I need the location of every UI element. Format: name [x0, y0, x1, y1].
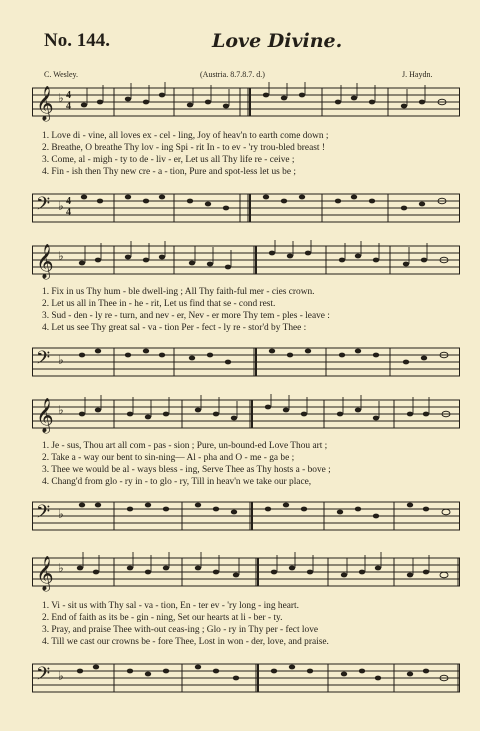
hymn-number: No. 144.	[44, 30, 110, 51]
verse-line-4: 4. Let us see Thy great sal - va - tion Per - fect - ly re - stor'd by Thee :	[42, 323, 307, 333]
treble-staff	[32, 240, 460, 286]
arranger-credit: J. Haydn.	[402, 70, 433, 79]
svg-text:4: 4	[66, 207, 71, 218]
svg-text:4: 4	[66, 196, 71, 207]
music-system-4	[32, 550, 460, 710]
verse-line-1: 1. Vi - sit us with Thy sal - va - tion, En - ter ev - 'ry long - ing heart.	[42, 601, 299, 611]
verse-line-1: 1. Je - sus, Thou art all com - pas - sion ; Pure, un-bound-ed Love Thou art ;	[42, 441, 328, 451]
verse-line-3: 3. Sud - den - ly re - turn, and nev - er, Nev - er more Thy tem - ples - leave :	[42, 311, 330, 321]
music-system-1	[32, 82, 460, 234]
bass-staff	[32, 656, 460, 700]
hymn-credits	[0, 70, 480, 82]
svg-text:𝄢: 𝄢	[36, 347, 51, 372]
svg-text:𝄢: 𝄢	[36, 501, 51, 526]
verse-line-2: 2. Breathe, O breathe Thy lov - ing Spi - rit In - to ev - 'ry trou-bled breast !	[42, 143, 325, 153]
verse-line-4: 4. Fin - ish then Thy new cre - a - tion, Pure and spot-less let us be ;	[42, 167, 296, 177]
verse-line-3: 3. Thee we would be al - ways bless - ing, Serve Thee as Thy hosts a - bove ;	[42, 465, 331, 475]
svg-text:4: 4	[66, 101, 71, 112]
svg-text:𝄞: 𝄞	[36, 557, 54, 590]
verse-line-3: 3. Come, al - migh - ty to de - liv - er, Let us all Thy life re - ceive ;	[42, 155, 295, 165]
svg-text:𝄢: 𝄢	[36, 663, 51, 688]
svg-text:♭: ♭	[58, 353, 64, 367]
treble-staff	[32, 82, 460, 130]
bass-staff	[32, 186, 460, 228]
verse-line-2: 2. End of faith as its be - gin - ning, Set our hearts at li - ber - ty.	[42, 613, 283, 623]
bass-staff	[32, 340, 460, 382]
svg-text:♭: ♭	[58, 199, 64, 213]
music-system-2	[32, 240, 460, 390]
hymn-header	[0, 30, 480, 54]
svg-text:𝄢: 𝄢	[36, 193, 51, 218]
svg-text:♭: ♭	[58, 91, 64, 105]
verse-line-1: 1. Fix in us Thy hum - ble dwell-ing ; All Thy faith-ful mer - cies crown.	[42, 287, 315, 297]
verse-line-2: 2. Let us all in Thee in - he - rit, Let us find that se - cond rest.	[42, 299, 276, 309]
verse-line-1: 1. Love di - vine, all loves ex - cel - ling, Joy of heav'n to earth come down ;	[42, 131, 329, 141]
verse-block	[42, 132, 460, 180]
music-system-3	[32, 394, 460, 544]
svg-text:𝄞: 𝄞	[36, 87, 54, 120]
treble-staff	[32, 550, 460, 600]
svg-text:𝄞: 𝄞	[36, 399, 54, 432]
svg-text:♭: ♭	[58, 507, 64, 521]
treble-staff	[32, 394, 460, 440]
verse-block	[42, 288, 460, 336]
verse-line-3: 3. Pray, and praise Thee with-out ceas-ing ; Glo - ry in Thy per - fect love	[42, 625, 319, 635]
svg-text:♭: ♭	[58, 403, 64, 417]
svg-text:𝄞: 𝄞	[36, 245, 54, 278]
verse-line-4: 4. Till we cast our crowns be - fore Thee, Lost in won - der, love, and praise.	[42, 637, 329, 647]
composer-credit: C. Wesley.	[44, 70, 79, 79]
bass-staff	[32, 494, 460, 536]
tune-meter: (Austria. 8.7.8.7. d.)	[200, 70, 265, 79]
verse-line-4: 4. Chang'd from glo - ry in - to glo - ry, Till in heav'n we take our place,	[42, 477, 312, 487]
svg-text:♭: ♭	[58, 561, 64, 575]
verse-block	[42, 602, 460, 650]
svg-text:♭: ♭	[58, 669, 64, 683]
hymn-title: Love Divine.	[212, 30, 343, 52]
verse-line-2: 2. Take a - way our bent to sin-ning— Al - pha and O - me - ga be ;	[42, 453, 295, 463]
svg-text:♭: ♭	[58, 249, 64, 263]
svg-text:4: 4	[66, 90, 71, 101]
verse-block	[42, 442, 460, 490]
